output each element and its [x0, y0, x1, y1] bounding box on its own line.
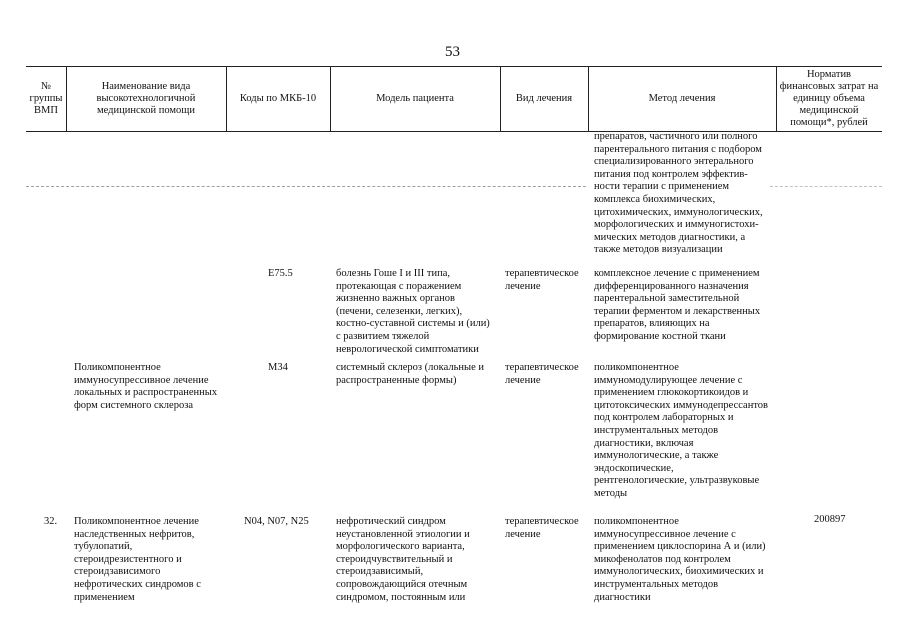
row-sclerosis-name: Поликомпонентное иммуносупрессивное лечение локальных и распространенных форм системного склероза [74, 362, 218, 411]
page-number: 53 [445, 44, 460, 60]
row-sclerosis-patient-model: системный склероз (локальные и распространенные формы) [336, 362, 484, 386]
scan-artifact-line [26, 186, 586, 187]
row-continued-method: препаратов, частичного или полного парентерального питания с подбором специализированного энтерального питания под контролем эффектив- ности терапии с применением комплекса биохимических, цитохимических, иммунологических, морфологических и иммуногистохи- мических методов диагностики, а также методов визуализации [594, 131, 763, 256]
scan-artifact-line-right [770, 186, 882, 187]
header-care-type: Наименование вида высокотехнологичной медицинской помощи [96, 80, 196, 116]
row-32-group-number: 32. [44, 516, 58, 527]
row-gaucher-patient-model: болезнь Гоше I и III типа, протекающая с поражением жизненно важных органов (печени, селезенки, легких), костно-суставной системы и (или) с развитием тяжелой неврологической симптоматики [336, 268, 490, 355]
header-icd-codes: Коды по МКБ-10 [239, 92, 317, 104]
row-32-codes: N04, N07, N25 [244, 516, 309, 527]
row-sclerosis-treatment-type: терапевтическое лечение [505, 362, 579, 386]
row-sclerosis-method: поликомпонентное иммуномодулирующее лечение с применением глюкокортикоидов и цитотоксических иммунодепрессантов под контролем лабораторных и инструментальных методов диагностики, включая иммунологические, а также эндоскопические, рентгенологические, ультразвуковые методы [594, 362, 768, 499]
header-treatment-type: Вид лечения [515, 92, 573, 104]
row-gaucher-method: комплексное лечение с применением дифференцированного назначения парентеральной заместительной терапии ферментом и лекарственных препаратов, влияющих на формирование костной ткани [594, 268, 761, 342]
row-32-name: Поликомпонентное лечение наследственных нефритов, тубулопатий, стероидрезистентного и стероидзависимого нефротических синдромов с применением [74, 516, 201, 603]
header-cost-standard: Норматив финансовых затрат на единицу объема медицинской помощи*, рублей [779, 68, 879, 128]
row-32-patient-model: нефротический синдром неустановленной этиологии и морфологического варианта, стероидчувствительный и стероидзависимый, сопровождающийся отечным синдромом, постоянным или [336, 516, 470, 603]
row-gaucher-codes: E75.5 [268, 268, 293, 279]
header-treatment-method: Метод лечения [648, 92, 716, 104]
header-patient-model: Модель пациента [376, 92, 454, 104]
row-sclerosis-codes: M34 [268, 362, 288, 373]
header-group-number: № группы ВМП [29, 80, 63, 116]
row-32-cost: 200897 [814, 514, 846, 525]
row-32-method: поликомпонентное иммуносупрессивное лечение с применением циклоспорина А и (или) микофенолатов под контролем иммунологических, биохимических и инструментальных методов диагностики [594, 516, 766, 603]
row-gaucher-treatment-type: терапевтическое лечение [505, 268, 579, 292]
row-32-treatment-type: терапевтическое лечение [505, 516, 579, 540]
